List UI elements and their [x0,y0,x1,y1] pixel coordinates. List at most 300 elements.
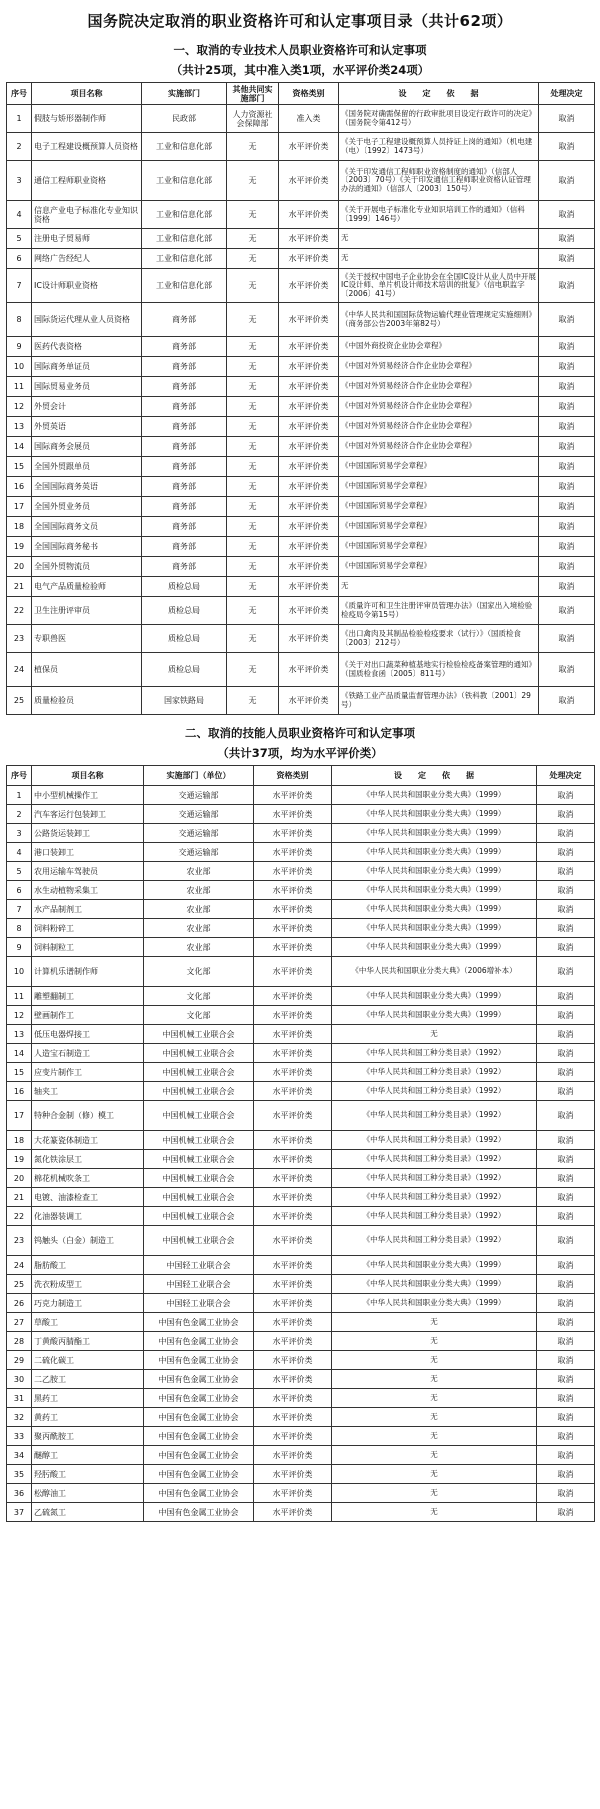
header-department: 实施部门（单位） [144,766,254,786]
department: 交通运输部 [144,805,254,824]
table-row [7,805,595,824]
basis: 《中华人民共和国职业分类大典》（1999） [332,1006,537,1025]
department: 商务部 [142,397,227,417]
category: 水平评价类 [279,303,339,337]
co-department: 无 [227,337,279,357]
table-row [7,377,595,397]
decision: 取消 [537,1063,595,1082]
category: 水平评价类 [279,687,339,715]
decision: 取消 [537,1025,595,1044]
basis: 《中国国际贸易学会章程》 [339,477,539,497]
decision: 取消 [539,625,595,653]
decision: 取消 [539,437,595,457]
category: 水平评价类 [254,805,332,824]
table-row [7,557,595,577]
decision: 取消 [537,1006,595,1025]
department: 中国机械工业联合会 [144,1101,254,1131]
table-row [7,397,595,417]
table-row [7,269,595,303]
row-index: 2 [7,133,32,161]
item-name: 全国外贸物流员 [32,557,142,577]
category: 水平评价类 [254,843,332,862]
row-index: 37 [7,1503,32,1522]
department: 中国有色金属工业协会 [144,1389,254,1408]
co-department: 无 [227,557,279,577]
decision: 取消 [537,1332,595,1351]
item-name: 全国外贸跟单员 [32,457,142,477]
row-index: 21 [7,1188,32,1207]
category: 水平评价类 [254,1131,332,1150]
department: 中国有色金属工业协会 [144,1313,254,1332]
decision: 取消 [537,957,595,987]
department: 工业和信息化部 [142,201,227,229]
department: 中国机械工业联合会 [144,1025,254,1044]
department: 商务部 [142,537,227,557]
row-index: 12 [7,1006,32,1025]
item-name: 聚丙酰胺工 [32,1427,144,1446]
department: 中国机械工业联合会 [144,1044,254,1063]
row-index: 12 [7,397,32,417]
category: 水平评价类 [279,477,339,497]
co-department: 无 [227,517,279,537]
category: 水平评价类 [254,1503,332,1522]
category: 水平评价类 [254,1332,332,1351]
basis: 《中华人民共和国职业分类大典》（1999） [332,843,537,862]
item-name: 国际商务单证员 [32,357,142,377]
co-department: 无 [227,397,279,417]
co-department: 无 [227,457,279,477]
category: 水平评价类 [279,497,339,517]
item-name: 全国国际商务文员 [32,517,142,537]
basis: 《中华人民共和国工种分类目录》（1992） [332,1169,537,1188]
basis: 《中华人民共和国工种分类目录》（1992） [332,1150,537,1169]
row-index: 5 [7,862,32,881]
decision: 取消 [537,900,595,919]
header-category: 资格类别 [254,766,332,786]
row-index: 15 [7,457,32,477]
table-row [7,900,595,919]
item-name: 专职兽医 [32,625,142,653]
table-row [7,843,595,862]
item-name: 人造宝石制造工 [32,1044,144,1063]
department: 工业和信息化部 [142,249,227,269]
table-row [7,1169,595,1188]
table-row [7,357,595,377]
co-department: 无 [227,437,279,457]
department: 中国轻工业联合会 [144,1294,254,1313]
item-name: 草酸工 [32,1313,144,1332]
item-name: 黄药工 [32,1408,144,1427]
department: 工业和信息化部 [142,161,227,201]
row-index: 26 [7,1294,32,1313]
item-name: 二乙胺工 [32,1370,144,1389]
row-index: 11 [7,377,32,397]
table-row [7,919,595,938]
decision: 取消 [539,417,595,437]
item-name: 假肢与矫形器制作师 [32,105,142,133]
category: 水平评价类 [254,1169,332,1188]
row-index: 20 [7,1169,32,1188]
category: 水平评价类 [254,1101,332,1131]
basis: 《中华人民共和国工种分类目录》（1992） [332,1226,537,1256]
category: 水平评价类 [254,1226,332,1256]
basis: 《出口禽肉及其制品检验检疫要求（试行）》（国质检食〔2003〕212号） [339,625,539,653]
basis: 无 [332,1389,537,1408]
table-row [7,1188,595,1207]
item-name: 农用运输车驾驶员 [32,862,144,881]
decision: 取消 [539,133,595,161]
decision: 取消 [537,1408,595,1427]
category: 水平评价类 [254,1025,332,1044]
table-row [7,337,595,357]
basis: 《中华人民共和国职业分类大典》（1999） [332,987,537,1006]
decision: 取消 [537,1294,595,1313]
section1-summary: （共计25项，其中准入类1项，水平评价类24项） [170,63,430,77]
decision: 取消 [539,357,595,377]
basis: 《中华人民共和国工种分类目录》（1992） [332,1044,537,1063]
row-index: 19 [7,1150,32,1169]
item-name: 低压电器焊接工 [32,1025,144,1044]
basis: 无 [332,1465,537,1484]
decision: 取消 [539,653,595,687]
item-name: 大花篆瓷体制造工 [32,1131,144,1150]
item-name: 应变片制作工 [32,1063,144,1082]
row-index: 10 [7,957,32,987]
section1-table [6,82,595,715]
header-item-name: 项目名称 [32,766,144,786]
basis: 《中华人民共和国职业分类大典》（1999） [332,1275,537,1294]
table-row [7,1256,595,1275]
category: 水平评价类 [254,1207,332,1226]
table-row [7,1427,595,1446]
category: 水平评价类 [254,1044,332,1063]
department: 商务部 [142,357,227,377]
category: 水平评价类 [254,1370,332,1389]
decision: 取消 [537,1351,595,1370]
department: 中国机械工业联合会 [144,1188,254,1207]
header-decision: 处理决定 [539,83,595,105]
section2-table [6,765,595,1522]
decision: 取消 [537,1503,595,1522]
category: 水平评价类 [279,625,339,653]
category: 水平评价类 [279,653,339,687]
row-index: 32 [7,1408,32,1427]
table-row [7,1226,595,1256]
decision: 取消 [539,249,595,269]
item-name: 电气产品质量检验师 [32,577,142,597]
department: 交通运输部 [144,843,254,862]
section2-header-row [7,766,595,786]
co-department: 无 [227,303,279,337]
table-row [7,1370,595,1389]
table-row [7,1063,595,1082]
basis: 《中华人民共和国职业分类大典》（1999） [332,786,537,805]
header-index: 序号 [7,83,32,105]
basis: 《中华人民共和国职业分类大典》（1999） [332,938,537,957]
table-row [7,957,595,987]
co-department: 无 [227,625,279,653]
row-index: 9 [7,337,32,357]
category: 水平评价类 [279,377,339,397]
basis: 无 [332,1427,537,1446]
category: 水平评价类 [279,397,339,417]
basis: 《中华人民共和国职业分类大典》（1999） [332,862,537,881]
decision: 取消 [537,1226,595,1256]
decision: 取消 [539,687,595,715]
basis: 《中华人民共和国职业分类大典》（1999） [332,1256,537,1275]
row-index: 6 [7,249,32,269]
header-decision: 处理决定 [537,766,595,786]
department: 中国有色金属工业协会 [144,1503,254,1522]
co-department: 无 [227,537,279,557]
co-department: 无 [227,417,279,437]
department: 质检总局 [142,597,227,625]
row-index: 24 [7,1256,32,1275]
department: 中国有色金属工业协会 [144,1446,254,1465]
table-row [7,881,595,900]
basis: 《中国对外贸易经济合作企业协会章程》 [339,377,539,397]
basis: 无 [339,249,539,269]
category: 水平评价类 [254,1256,332,1275]
basis: 《中国国际贸易学会章程》 [339,557,539,577]
category: 水平评价类 [254,1351,332,1370]
item-name: 质量检验员 [32,687,142,715]
table-row [7,1275,595,1294]
decision: 取消 [537,1150,595,1169]
row-index: 18 [7,517,32,537]
decision: 取消 [537,1370,595,1389]
co-department: 无 [227,249,279,269]
header-category: 资格类别 [279,83,339,105]
item-name: 电子工程建设概预算人员资格 [32,133,142,161]
header-co-department: 其他共同实施部门 [227,83,279,105]
decision: 取消 [537,881,595,900]
basis: 《中华人民共和国工种分类目录》（1992） [332,1063,537,1082]
basis: 《中国国际贸易学会章程》 [339,537,539,557]
item-name: 注册电子贸易师 [32,229,142,249]
decision: 取消 [539,303,595,337]
co-department: 无 [227,687,279,715]
category: 水平评价类 [279,337,339,357]
table-row [7,1465,595,1484]
department: 中国有色金属工业协会 [144,1332,254,1351]
co-department: 人力资源社会保障部 [227,105,279,133]
co-department: 无 [227,161,279,201]
category: 水平评价类 [279,557,339,577]
row-index: 27 [7,1313,32,1332]
basis: 《国务院对确需保留的行政审批项目设定行政许可的决定》（国务院令第412号） [339,105,539,133]
category: 水平评价类 [254,987,332,1006]
row-index: 23 [7,625,32,653]
decision: 取消 [537,1256,595,1275]
department: 商务部 [142,377,227,397]
row-index: 5 [7,229,32,249]
co-department: 无 [227,229,279,249]
row-index: 4 [7,201,32,229]
department: 中国有色金属工业协会 [144,1370,254,1389]
table-row [7,987,595,1006]
item-name: 医药代表资格 [32,337,142,357]
category: 水平评价类 [254,1150,332,1169]
item-name: 国际货运代理从业人员资格 [32,303,142,337]
item-name: 轴夹工 [32,1082,144,1101]
category: 水平评价类 [279,417,339,437]
row-index: 13 [7,417,32,437]
header-basis: 设 定 依 据 [332,766,537,786]
item-name: 羟肟酸工 [32,1465,144,1484]
department: 中国轻工业联合会 [144,1275,254,1294]
basis: 无 [332,1446,537,1465]
basis: 《关于对出口蔬菜种植基地实行检验检疫备案管理的通知》（国质检食函〔2005〕811号） [339,653,539,687]
basis: 无 [332,1025,537,1044]
department: 商务部 [142,337,227,357]
co-department: 无 [227,201,279,229]
table-row [7,862,595,881]
table-row [7,1044,595,1063]
co-department: 无 [227,357,279,377]
category: 水平评价类 [254,1427,332,1446]
department: 商务部 [142,457,227,477]
item-name: 二硫化碳工 [32,1351,144,1370]
department: 中国机械工业联合会 [144,1150,254,1169]
section1-heading: 一、取消的专业技术人员职业资格许可和认定事项 [173,43,427,57]
section2-summary: （共计37项，均为水平评价类） [217,746,383,760]
table-row [7,1294,595,1313]
category: 水平评价类 [254,1188,332,1207]
basis: 无 [332,1313,537,1332]
category: 水平评价类 [254,1389,332,1408]
table-row [7,1446,595,1465]
item-name: 水产品制剂工 [32,900,144,919]
table-row [7,517,595,537]
basis: 《中国对外贸易经济合作企业协会章程》 [339,357,539,377]
document-title: 国务院决定取消的职业资格许可和认定事项目录（共计62项） [87,12,513,30]
row-index: 14 [7,1044,32,1063]
co-department: 无 [227,597,279,625]
basis: 《中华人民共和国职业分类大典》（2006增补本） [332,957,537,987]
department: 农业部 [144,900,254,919]
basis: 无 [332,1351,537,1370]
table-row [7,229,595,249]
department: 中国轻工业联合会 [144,1256,254,1275]
category: 水平评价类 [254,1465,332,1484]
row-index: 33 [7,1427,32,1446]
category: 水平评价类 [254,1275,332,1294]
row-index: 7 [7,900,32,919]
table-row [7,1484,595,1503]
department: 商务部 [142,497,227,517]
co-department: 无 [227,269,279,303]
basis: 《中华人民共和国职业分类大典》（1999） [332,900,537,919]
row-index: 10 [7,357,32,377]
row-index: 25 [7,687,32,715]
category: 水平评价类 [254,919,332,938]
table-row [7,497,595,517]
department: 中国机械工业联合会 [144,1169,254,1188]
table-row [7,537,595,557]
basis: 《中华人民共和国职业分类大典》（1999） [332,919,537,938]
category: 水平评价类 [254,1063,332,1082]
row-index: 4 [7,843,32,862]
table-row [7,938,595,957]
row-index: 17 [7,497,32,517]
basis: 《中华人民共和国职业分类大典》（1999） [332,881,537,900]
department: 质检总局 [142,625,227,653]
row-index: 35 [7,1465,32,1484]
item-name: 化油器装调工 [32,1207,144,1226]
department: 农业部 [144,881,254,900]
row-index: 7 [7,269,32,303]
basis: 无 [332,1370,537,1389]
decision: 取消 [537,824,595,843]
item-name: 卫生注册评审员 [32,597,142,625]
category: 水平评价类 [254,900,332,919]
basis: 《关于印发通信工程师职业资格制度的通知》（信部人〔2003〕70号）《关于印发通信工程师职业资格认证管理办法的通知》（信部人〔2003〕150号） [339,161,539,201]
category: 水平评价类 [254,1294,332,1313]
section1-header-row [7,83,595,105]
decision: 取消 [537,1446,595,1465]
category: 水平评价类 [254,1082,332,1101]
basis: 《中华人民共和国工种分类目录》（1992） [332,1188,537,1207]
item-name: 黑药工 [32,1389,144,1408]
item-name: 全国外贸业务员 [32,497,142,517]
table-row [7,105,595,133]
category: 水平评价类 [254,1446,332,1465]
table-row [7,457,595,477]
item-name: 计算机乐谱制作师 [32,957,144,987]
department: 商务部 [142,517,227,537]
basis: 《质量许可和卫生注册评审员管理办法》（国家出入境检验检疫局令第15号） [339,597,539,625]
basis: 无 [339,229,539,249]
co-department: 无 [227,577,279,597]
department: 农业部 [144,862,254,881]
table-row [7,786,595,805]
basis: 《关于开展电子标准化专业知识培训工作的通知》（信科〔1999〕146号） [339,201,539,229]
row-index: 20 [7,557,32,577]
category: 水平评价类 [279,133,339,161]
department: 中国有色金属工业协会 [144,1408,254,1427]
table-row [7,687,595,715]
table-row [7,417,595,437]
table-row [7,437,595,457]
table-row [7,1131,595,1150]
item-name: 外贸会计 [32,397,142,417]
row-index: 21 [7,577,32,597]
row-index: 6 [7,881,32,900]
department: 文化部 [144,987,254,1006]
row-index: 15 [7,1063,32,1082]
department: 质检总局 [142,653,227,687]
table-row [7,1313,595,1332]
item-name: 醚醇工 [32,1446,144,1465]
table-row [7,625,595,653]
item-name: 饲料粉碎工 [32,919,144,938]
basis: 《中华人民共和国职业分类大典》（1999） [332,1294,537,1313]
department: 工业和信息化部 [142,229,227,249]
table-row [7,1150,595,1169]
decision: 取消 [537,1188,595,1207]
category: 水平评价类 [279,457,339,477]
section2-heading: 二、取消的技能人员职业资格许可和认定事项 [185,726,415,740]
table-row [7,1351,595,1370]
department: 中国有色金属工业协会 [144,1465,254,1484]
category: 水平评价类 [279,161,339,201]
co-department: 无 [227,497,279,517]
table-row [7,133,595,161]
decision: 取消 [539,377,595,397]
category: 水平评价类 [254,957,332,987]
department: 商务部 [142,557,227,577]
